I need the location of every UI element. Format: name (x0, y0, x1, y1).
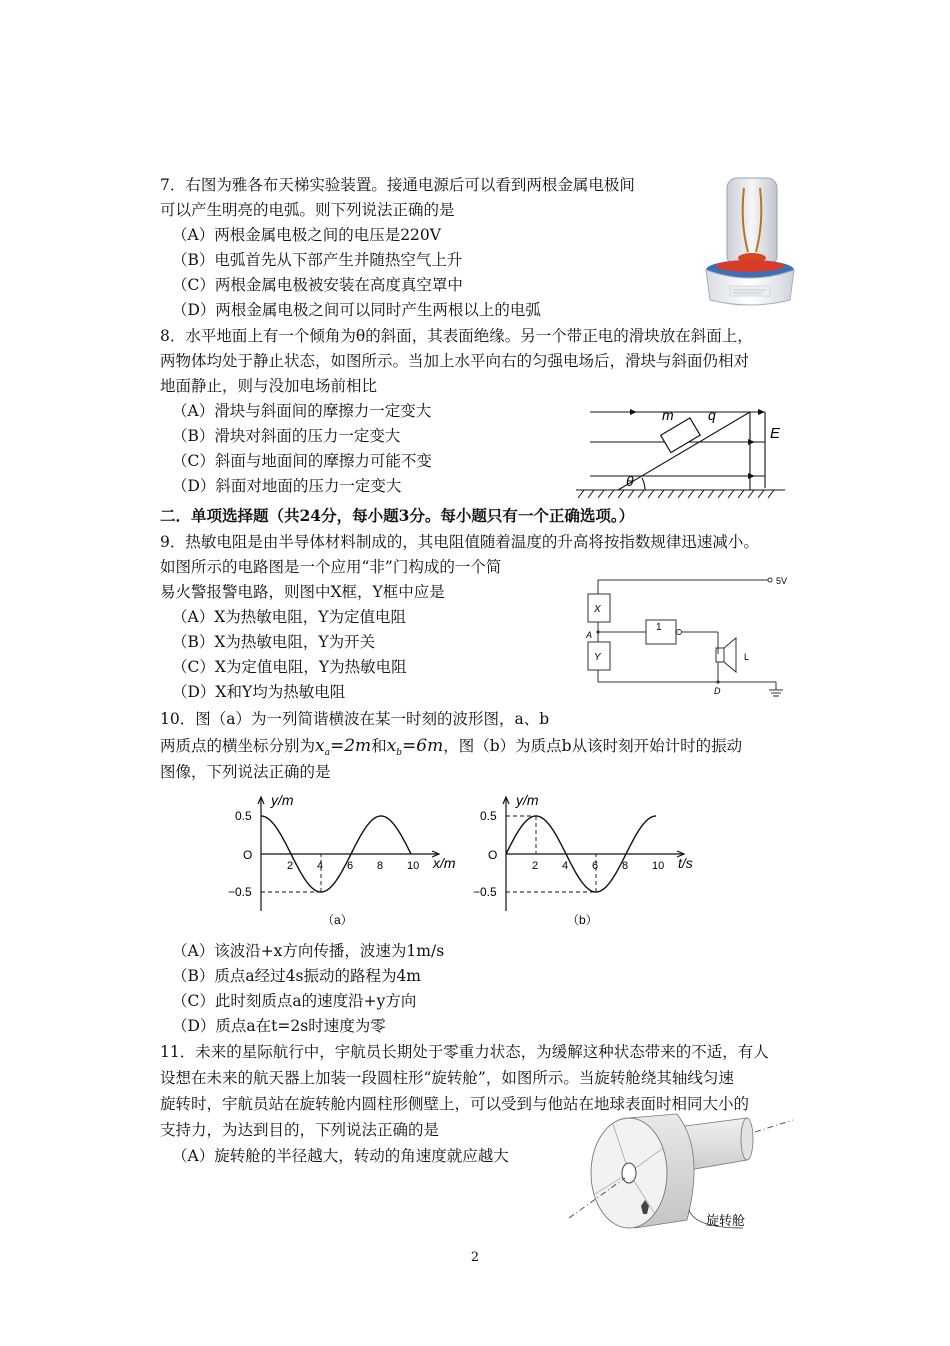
q11-option-a: （A）旋转舱的半径越大，转动的角速度就应越大 (172, 1147, 509, 1165)
x-tick-label: 6 (592, 860, 599, 872)
q10-stem2-suffix: ，图（b）为质点b从该时刻开始计时的振动 (443, 737, 743, 755)
q8-option-c: （C）斜面与地面间的摩擦力可能不变 (172, 452, 432, 470)
q10-stem-line3: 图像，下列说法正确的是 (160, 763, 331, 781)
origin-label: O (243, 848, 253, 862)
q10-option-a: （A）该波沿+x方向传播，波速为1m/s (172, 942, 445, 960)
x-tick-label: 2 (532, 860, 539, 872)
label-theta: θ (626, 473, 634, 489)
q10-option-c: （C）此时刻质点a的速度沿+y方向 (172, 992, 417, 1010)
q7-option-a: （A）两根金属电极之间的电压是220V (172, 226, 441, 244)
page-number: 2 (470, 1250, 480, 1265)
q7-option-c: （C）两根金属电极被安装在高度真空罩中 (172, 276, 463, 294)
wave-chart-a (225, 782, 465, 932)
q9-option-c: （C）X为定值电阻，Y为热敏电阻 (172, 658, 407, 676)
q7-stem-line2: 可以产生明亮的电弧。则下列说法正确的是 (160, 201, 455, 219)
y-axis-label: y/m (516, 792, 539, 808)
y-tick-label-pos: 0.5 (235, 809, 252, 823)
q10-option-d: （D）质点a在t=2s时速度为零 (172, 1017, 386, 1035)
alarm-circuit-diagram (580, 572, 800, 702)
x-tick-label: 6 (347, 860, 354, 872)
xb-subscript: b (396, 748, 403, 759)
q11-stem-line4: 支持力，为达到目的，下列说法正确的是 (160, 1121, 440, 1139)
q7-stem-line1: 7．右图为雅各布天梯实验装置。接通电源后可以看到两根金属电极间 (160, 176, 635, 194)
q9-option-d: （D）X和Y均为热敏电阻 (172, 683, 346, 701)
q9-stem-line3: 易火警报警电路，则图中X框，Y框中应是 (160, 583, 445, 601)
slider-block (661, 418, 700, 453)
x-axis-label: x/m (433, 855, 456, 871)
q8-option-a: （A）滑块与斜面间的摩擦力一定变大 (172, 402, 432, 420)
q10-stem-line1: 10．图（a）为一列简谐横波在某一时刻的波形图，a、b (160, 710, 550, 728)
label-E: E (770, 425, 781, 442)
label-lamp-l: L (744, 652, 750, 662)
label-5v: 5V (776, 576, 788, 586)
y-tick-label-neg: −0.5 (473, 885, 497, 899)
q8-option-d: （D）斜面对地面的压力一定变大 (172, 477, 402, 495)
vibration-chart-b (470, 782, 710, 932)
q10-option-b: （B）质点a经过4s振动的路程为4m (172, 967, 422, 985)
q11-stem-line1: 11．未来的星际航行中，宇航员长期处于零重力状态，为缓解这种状态带来的不适，有人 (160, 1043, 769, 1061)
chart-caption: （a） (322, 913, 353, 927)
x-tick-label: 8 (377, 860, 384, 872)
q9-option-b: （B）X为热敏电阻，Y为开关 (172, 633, 376, 651)
xa-value: =2m (329, 736, 372, 756)
q8-stem-line2: 两物体均处于静止状态，如图所示。当加上水平向右的匀强电场后，滑块与斜面仍相对 (160, 352, 750, 370)
q7-option-b: （B）电弧首先从下部产生并随热空气上升 (172, 251, 463, 269)
xb-value: =6m (402, 736, 444, 756)
q8-stem-line1: 8．水平地面上有一个倾角为θ的斜面，其表面绝缘。另一个带正电的滑块放在斜面上， (160, 327, 753, 345)
label-q: q (708, 407, 716, 423)
label-m: m (662, 407, 674, 423)
label-node-d: D (714, 686, 721, 696)
x-axis-label: t/s (678, 855, 693, 871)
origin-label: O (488, 848, 498, 862)
label-node-a: A (586, 630, 593, 640)
label-x-box: X (594, 604, 601, 615)
incline-field-diagram (570, 398, 790, 508)
jacob-ladder-image (700, 172, 800, 312)
q10-and: 和 (371, 737, 387, 755)
x-tick-label: 2 (287, 860, 294, 872)
label-rotating-cabin: 旋转舱 (706, 1213, 746, 1228)
x-tick-label: 10 (407, 860, 420, 872)
y-tick-label-neg: −0.5 (228, 885, 252, 899)
x-tick-label: 4 (317, 860, 324, 872)
label-not-gate: 1 (656, 622, 662, 633)
q9-option-a: （A）X为热敏电阻，Y为定值电阻 (172, 608, 406, 626)
y-tick-label-pos: 0.5 (480, 809, 497, 823)
x-tick-label: 4 (562, 860, 569, 872)
x-tick-label: 8 (622, 860, 629, 872)
y-axis-label: y/m (271, 792, 294, 808)
section-2-title: 二．单项选择题（共24分，每小题3分。每小题只有一个正确选项。） (160, 506, 635, 525)
label-y-box: Y (594, 652, 601, 663)
q8-stem-line3: 地面静止，则与没加电场前相比 (160, 377, 378, 395)
q9-stem-line2: 如图所示的电路图是一个应用“非”门构成的一个简 (160, 558, 502, 576)
q11-stem-line3: 旋转时，宇航员站在旋转舱内圆柱形侧壁上，可以受到与他站在地球表面时相同大小的 (160, 1095, 750, 1113)
chart-caption: （b） (567, 913, 598, 927)
xa-symbol: x (315, 736, 325, 756)
xa-subscript: a (324, 748, 330, 759)
q11-stem-line2: 设想在未来的航天器上加装一段圆柱形“旋转舱”，如图所示。当旋转舱绕其轴线匀速 (160, 1069, 734, 1087)
q7-option-d: （D）两根金属电极之间可以同时产生两根以上的电弧 (172, 301, 541, 319)
q10-stem-line2 (160, 736, 742, 763)
xb-symbol: x (386, 736, 397, 756)
q9-stem-line1: 9．热敏电阻是由半导体材料制成的，其电阻值随着温度的升高将按指数规律迅速减小。 (160, 533, 759, 551)
rotating-cabin-diagram (565, 1110, 795, 1240)
q10-stem2-prefix: 两质点的横坐标分别为 (160, 737, 316, 755)
x-tick-label: 10 (652, 860, 665, 872)
q8-option-b: （B）滑块对斜面的压力一定变大 (172, 427, 401, 445)
